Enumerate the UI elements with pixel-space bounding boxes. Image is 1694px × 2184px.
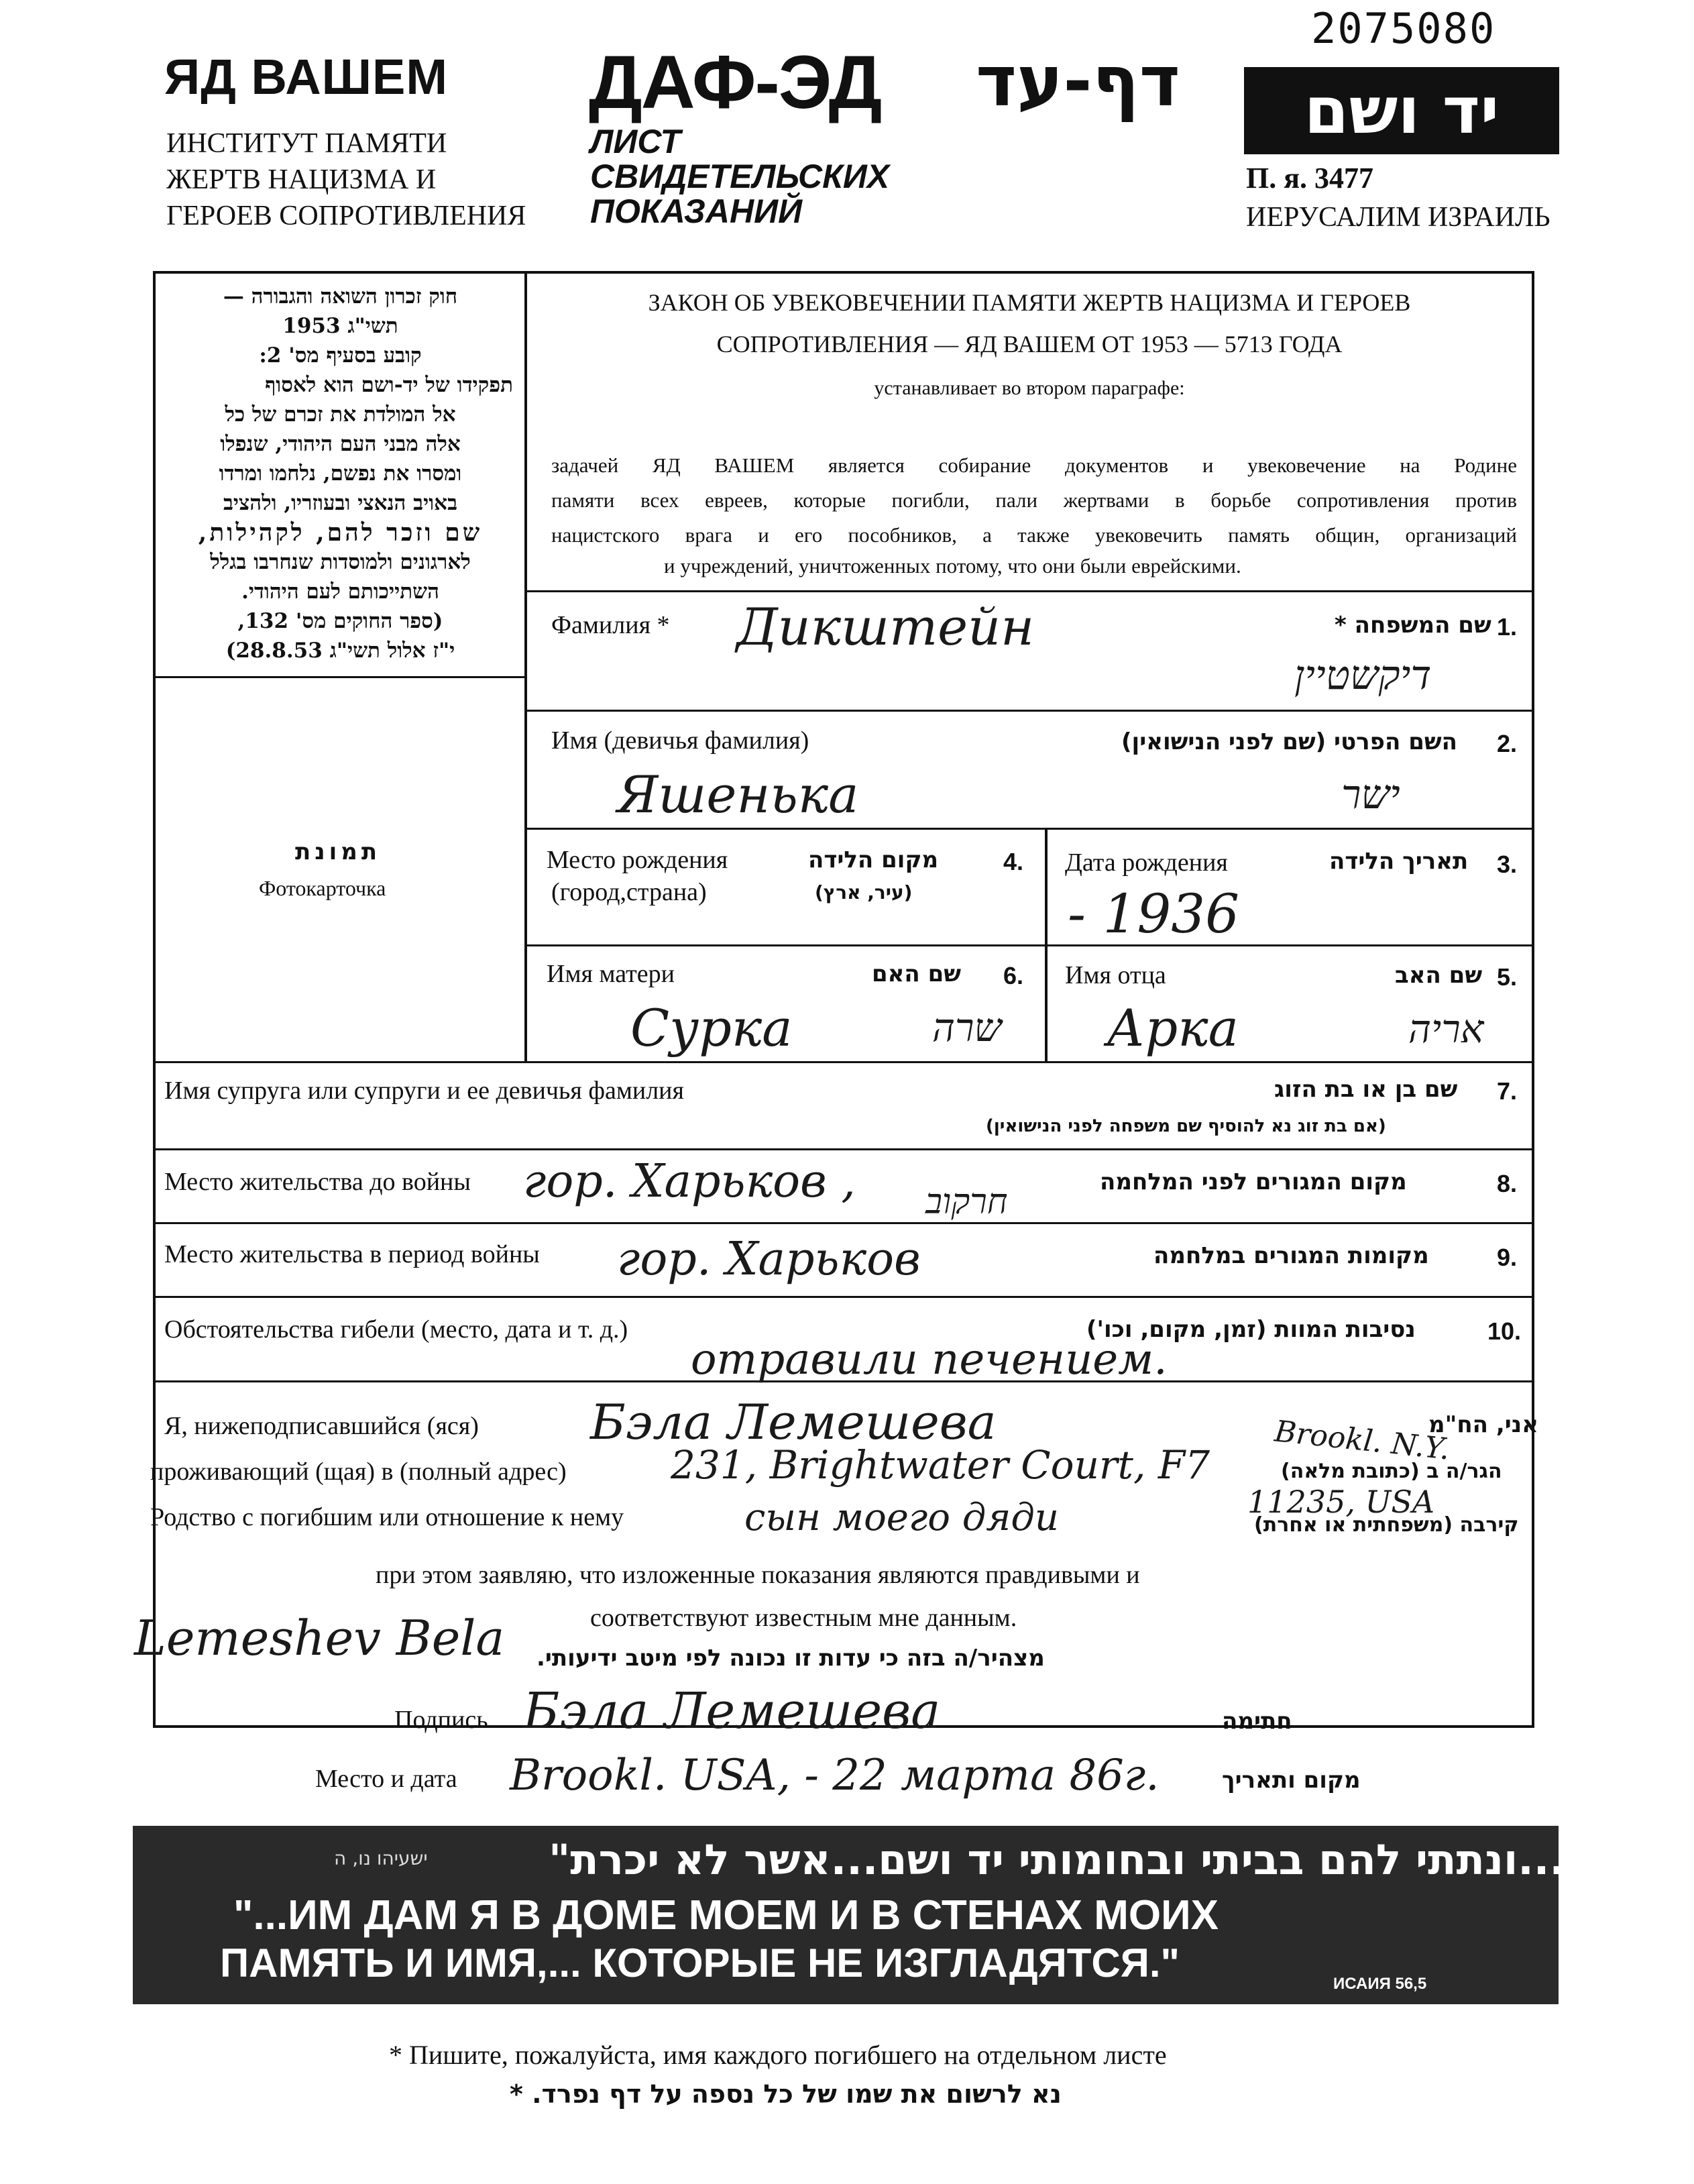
law-ru-body — [551, 448, 1517, 553]
rule — [524, 944, 1534, 946]
law-he-line: אל המולדת את זכרם של כל — [225, 402, 456, 427]
institute-line-1: ИНСТИТУТ ПАМЯТИ — [166, 128, 447, 159]
org-name: ЯД ВАШЕМ — [164, 49, 449, 105]
law-he-line: לארגונים ולמוסדות שנחרבו בגלל — [210, 550, 471, 574]
field-2-label: Имя (девичья фамилия) — [551, 726, 809, 755]
field-9-label: Место жительства в период войны — [164, 1240, 540, 1268]
banner-russian-2: ПАМЯТЬ И ИМЯ,... КОТОРЫЕ НЕ ИЗГЛАДЯТСЯ." — [220, 1941, 1180, 1985]
rule — [153, 1061, 1534, 1063]
rule — [153, 1148, 1534, 1150]
field-7-label-hebrew-2: (אם בת זוג נא להוסיף שם משפחה לפני הנישואין) — [986, 1116, 1386, 1136]
law-he-line: אלה מבני העם היהודי, שנפלו — [220, 432, 461, 456]
field-9-number: 9. — [1497, 1244, 1518, 1271]
logo-text: יד ושם — [1304, 73, 1500, 148]
declarant-label: Я, нижеподписавшийся (яся) — [164, 1412, 479, 1440]
institute-line-2: ЖЕРТВ НАЦИЗМА И — [166, 164, 437, 195]
po-box: П. я. 3477 — [1246, 162, 1374, 195]
field-5-label-hebrew: שם האב — [1395, 962, 1483, 989]
field-7-label-hebrew: שם בן או בת הזוג — [1274, 1076, 1458, 1103]
footer-note-hebrew: נא לרשום את שמו של כל נספה על דף נפרד. * — [510, 2079, 1062, 2109]
photo-label: Фотокарточка — [259, 876, 386, 900]
rule — [524, 590, 1534, 592]
field-10-value[interactable]: отравили печением. — [691, 1335, 1168, 1384]
address-city[interactable]: Brookl. N.Y. — [1273, 1414, 1452, 1467]
law-he-line: השתייכותם לעם היהודי. — [241, 580, 439, 604]
law-he-line: חוק זכרון השואה והגבורה — — [223, 284, 458, 309]
address-value[interactable]: 231, Brightwater Court, F7 — [671, 1442, 1210, 1488]
photo-label-hebrew: תמונת — [295, 838, 382, 865]
field-2-value-hebrew[interactable]: ישר — [1341, 771, 1400, 818]
field-5-value-hebrew[interactable]: אריה — [1408, 1006, 1484, 1052]
subtitle-line-1: ЛИСТ — [590, 123, 681, 160]
field-7-number: 7. — [1497, 1077, 1518, 1105]
field-1-value[interactable]: Дикштейн — [736, 597, 1035, 657]
law-ru-line: памяти всех евреев, которые погибли, пали жертвами в борьбе сопротивления против — [551, 488, 1517, 512]
field-6-label: Имя матери — [547, 960, 675, 988]
banner-russian-ref: ИСАИЯ 56,5 — [1333, 1975, 1427, 1993]
field-6-value-hebrew[interactable]: שרה — [932, 1005, 1002, 1050]
field-1-label-hebrew: שם המשפחה * — [1335, 612, 1491, 639]
rule — [524, 828, 1534, 830]
signature-label: Подпись — [394, 1706, 488, 1734]
law-he-line: י"ז אלול תשי"ג 28.8.53) — [225, 639, 455, 663]
statement-hebrew: מצהיר/ה בזה כי עדות זו נכונה לפי מיטב ידיעותי. — [537, 1645, 1045, 1672]
statement-line-2: соответствуют известным мне данным. — [590, 1604, 1017, 1632]
field-9-value[interactable]: гор. Харьков — [617, 1233, 921, 1286]
field-8-value[interactable]: гор. Харьков , — [523, 1155, 856, 1208]
subtitle-line-2: СВИДЕТЕЛЬСКИХ — [590, 158, 890, 195]
law-he-line: תפקידו של יד-ושם הוא לאסוף — [265, 373, 513, 397]
relation-label: Родство с погибшим или отношение к нему — [150, 1503, 624, 1531]
banner-hebrew-ref: ישעיהו נו, ה — [334, 1847, 428, 1869]
footer-note: * Пишите, пожалуйста, имя каждого погибшего на отдельном листе — [389, 2040, 1167, 2070]
field-6-value[interactable]: Сурка — [630, 998, 793, 1058]
field-3-number: 3. — [1497, 851, 1518, 878]
field-5-label: Имя отца — [1065, 961, 1166, 989]
quote-banner — [133, 1826, 1587, 2004]
law-ru-title: СОПРОТИВЛЕНИЯ — ЯД ВАШЕМ ОТ 1953 — 5713 ГОДА — [716, 331, 1343, 358]
law-box-bottom — [153, 676, 526, 678]
banner-hebrew: "...ונתתי להם בביתי ובחומותי יד ושם...אשר לא יכרת" — [549, 1835, 1587, 1884]
relation-value[interactable]: сын моего дяди — [744, 1496, 1059, 1539]
law-ru-title: ЗАКОН ОБ УВЕКОВЕЧЕНИИ ПАМЯТИ ЖЕРТВ НАЦИЗМА И ГЕРОЕВ — [648, 289, 1411, 316]
statement-line-1: при этом заявляю, что изложенные показания являются правдивыми и — [376, 1561, 1140, 1589]
field-7-label: Имя супруга или супруги и ее девичья фамилия — [164, 1077, 684, 1105]
field-4-label: Место рождения — [547, 846, 728, 874]
field-6-label-hebrew: שם האם — [872, 961, 962, 987]
field-1-number: 1. — [1497, 613, 1518, 641]
law-he-line: (ספר החוקים מס' 132, — [237, 609, 443, 633]
relation-label-hebrew: קירבה (משפחתית או אחרת) — [1254, 1513, 1519, 1537]
institute-line-3: ГЕРОЕВ СОПРОТИВЛЕНИЯ — [166, 201, 526, 231]
field-8-value-hebrew[interactable]: חרקוב — [925, 1182, 1008, 1222]
law-he-line: שם וזכר להם, לקהילות, — [198, 518, 483, 547]
field-3-label-hebrew: תאריך הלידה — [1329, 848, 1469, 875]
rule — [153, 1296, 1534, 1298]
field-1-label: Фамилия * — [551, 611, 670, 639]
field-3-value[interactable]: - 1936 — [1068, 883, 1240, 945]
field-4-label-2: (город,страна) — [551, 878, 707, 906]
field-8-label-hebrew: מקום המגורים לפני המלחמה — [1100, 1168, 1407, 1195]
field-2-number: 2. — [1497, 730, 1518, 757]
law-he-line: באויב הנאצי ובעוזריו, ולהציב — [223, 491, 458, 515]
signature-label-hebrew: חתימה — [1222, 1708, 1292, 1735]
law-ru-line: нацистского врага и его пособников, а также увековечить память общин, организаций — [551, 523, 1517, 547]
field-3-label: Дата рождения — [1065, 849, 1228, 877]
document-number: 2075080 — [1311, 4, 1496, 53]
field-2-value[interactable]: Яшенька — [617, 765, 859, 824]
signature-value[interactable]: Бэла Лемешева — [523, 1682, 941, 1740]
form-title: ДАФ-ЭД — [589, 40, 881, 124]
yad-vashem-logo — [1244, 67, 1559, 154]
field-5-number: 5. — [1497, 963, 1518, 991]
law-he-line: ומסרו את נפשם, נלחמו ומרדו — [219, 461, 462, 486]
rule — [524, 710, 1534, 712]
law-hebrew — [168, 282, 513, 665]
law-ru-line: задачей ЯД ВАШЕМ является собирание документов и увековечение на Родине — [551, 453, 1517, 477]
law-he-line: תשי"ג 1953 — [282, 314, 398, 338]
field-4-number: 4. — [1003, 848, 1024, 875]
law-ru-intro: устанавливает во втором параграфе: — [874, 377, 1185, 399]
field-10-number: 10. — [1487, 1317, 1522, 1345]
field-4-label-hebrew: מקום הלידה — [808, 847, 939, 873]
rule — [1045, 828, 1048, 1062]
declarant-name[interactable]: Бэла Лемешева — [590, 1394, 997, 1450]
subtitle-line-3: ПОКАЗАНИЙ — [590, 193, 803, 230]
address-zip[interactable]: 11235, USA — [1247, 1484, 1435, 1520]
left-column-divider — [524, 271, 527, 1062]
place-date-label: Место и дата — [315, 1765, 457, 1793]
place-date-value[interactable]: Brookl. USA, - 22 марта 86г. — [510, 1751, 1160, 1800]
rule — [153, 1222, 1534, 1224]
field-10-label-hebrew: נסיבות המוות (זמן, מקום, וכו') — [1086, 1316, 1416, 1343]
margin-name: Lemeshev Bela — [134, 1610, 505, 1666]
field-6-number: 6. — [1003, 962, 1024, 989]
law-ru-line-last: и учреждений, уничтоженных потому, что они были еврейскими. — [664, 554, 1241, 578]
field-1-value-hebrew[interactable]: דיקשטיין — [1294, 652, 1432, 699]
law-he-line: קובע בסעיף מס' 2: — [259, 343, 422, 368]
field-8-number: 8. — [1497, 1170, 1518, 1197]
address-label: проживающий (щая) в (полный адрес) — [150, 1458, 567, 1486]
field-9-label-hebrew: מקומות המגורים במלחמה — [1153, 1242, 1429, 1269]
address-label-hebrew: הגר/ה ב (כתובת מלאה) — [1281, 1460, 1502, 1483]
banner-russian-1: "...ИМ ДАМ Я В ДОМЕ МОЕМ И В СТЕНАХ МОИХ — [233, 1892, 1219, 1939]
field-8-label: Место жительства до войны — [164, 1168, 471, 1196]
law-russian — [537, 282, 1522, 412]
field-4-label-hebrew-2: (עיר, ארץ) — [815, 881, 913, 904]
field-5-value[interactable]: Арка — [1107, 998, 1239, 1058]
declarant-label-hebrew: אני, הח"מ — [1428, 1411, 1538, 1438]
form-title-hebrew: דף-עד — [976, 40, 1180, 122]
place-date-label-hebrew: מקום ותאריך — [1222, 1767, 1361, 1794]
city: ИЕРУСАЛИМ ИЗРАИЛЬ — [1246, 202, 1550, 233]
field-10-label: Обстоятельства гибели (место, дата и т. д.) — [164, 1315, 628, 1344]
field-2-label-hebrew: השם הפרטי (שם לפני הנישואין) — [1121, 728, 1458, 755]
